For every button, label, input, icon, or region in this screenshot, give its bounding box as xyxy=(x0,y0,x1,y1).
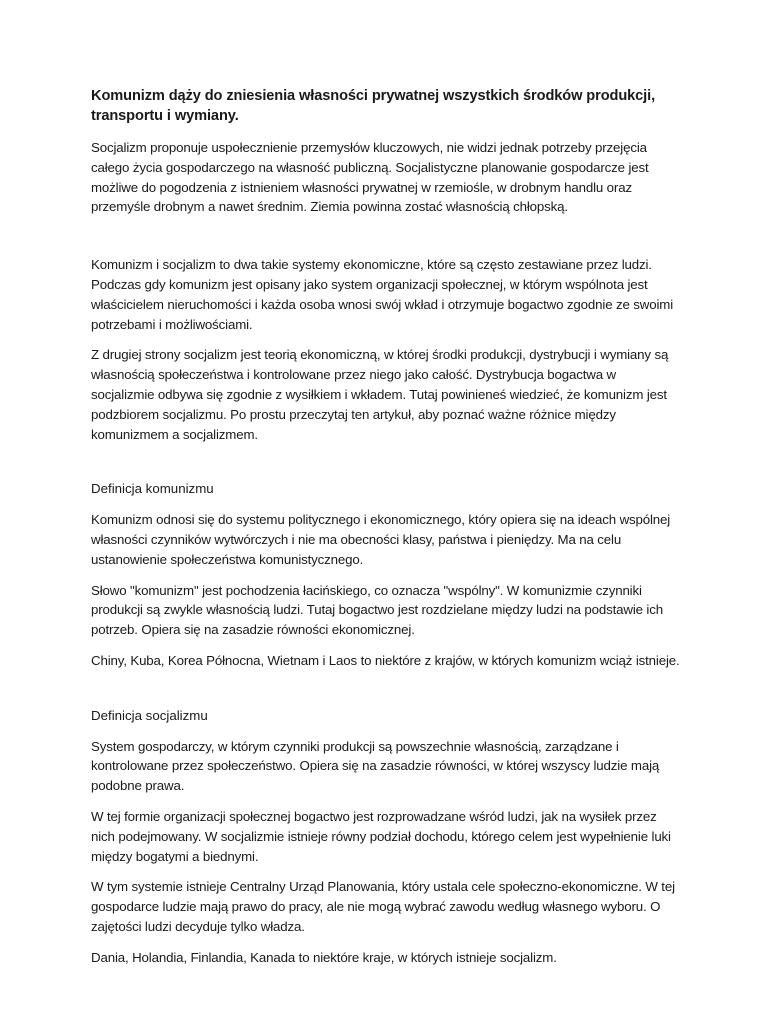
spacer xyxy=(91,455,681,479)
communism-heading: Definicja komunizmu xyxy=(91,481,214,497)
communism-paragraph: Słowo "komunizm" jest pochodzenia łacińskiego, co oznacza "wspólny". W komunizmie czynniki produkcji są zwykle własnością ludzi. Tutaj bogactwo jest rozdzielane między ludzi na podstawie ich potrzeb. Opiera się na zasadzie równości ekonomicznej. xyxy=(91,582,663,638)
communism-paragraph: Chiny, Kuba, Korea Północna, Wietnam i Laos to niektóre z krajów, w których komunizm wciąż istnieje. xyxy=(91,652,680,668)
socialism-paragraph: Dania, Holandia, Finlandia, Kanada to niektóre kraje, w których istnieje socjalizm. xyxy=(91,949,557,965)
intro-paragraph: Socjalizm proponuje uspołecznienie przemysłów kluczowych, nie widzi jednak potrzeby przejęcia całego życia gospodarczego na własność publiczną. Socjalistyczne planowanie gospodarcze jest możliwe do pogodzenia z istnieniem własności prywatnej w rzemiośle, w drobnym handlu oraz przemyśle drobnym a nawet średnim. Ziemia powinna zostać własnością chłopską. xyxy=(91,140,649,215)
spacer xyxy=(91,682,681,706)
communism-paragraph: Komunizm odnosi się do systemu politycznego i ekonomicznego, który opiera się na ideach wspólnej własności czynników wytwórczych i nie ma obecności klasy, państwa i pieniędzy. Ma na celu ustanowienie społeczeństwa komunistycznego. xyxy=(91,512,671,567)
document-title: Komunizm dąży do zniesienia własności prywatnej wszystkich środków produkcji, transportu i wymiany. xyxy=(91,88,656,124)
document-page xyxy=(91,86,681,979)
socialism-paragraph: W tym systemie istnieje Centralny Urząd Planowania, który ustala cele społeczno-ekonomiczne. W tej gospodarce ludzie mają prawo do pracy, ale nie mogą wybrać zawodu według własnego wyboru. O zajętości ludzi decyduje tylko władza. xyxy=(91,879,675,934)
socialism-heading: Definicja socjalizmu xyxy=(91,707,208,723)
spacer xyxy=(91,228,681,255)
overview-paragraph: Z drugiej strony socjalizm jest teorią ekonomiczną, w której środki produkcji, dystrybucji i wymiany są własnością społeczeństwa i kontrolowane przez niego jako całość. Dystrybucja bogactwa w socjalizmie odbywa się zgodnie z wysiłkiem i wkładem. Tutaj powinieneś wiedzieć, że komunizm jest podzbiorem socjalizmu. Po prostu przeczytaj ten artykuł, aby poznać ważne różnice między komunizmem a socjalizmem. xyxy=(91,347,669,442)
overview-paragraph: Komunizm i socjalizm to dwa takie systemy ekonomiczne, które są często zestawiane przez ludzi. Podczas gdy komunizm jest opisany jako system organizacji społecznej, w którym wspólnota jest właścicielem nieruchomości i każda osoba wnosi swój wkład i otrzymuje bogactwo zgodnie ze swoimi potrzebami i możliwościami. xyxy=(91,257,673,332)
socialism-paragraph: System gospodarczy, w którym czynniki produkcji są powszechnie własnością, zarządzane i kontrolowane przez społeczeństwo. Opiera się na zasadzie równości, w której wszyscy ludzie mają podobne prawa. xyxy=(91,738,660,794)
socialism-paragraph: W tej formie organizacji społecznej bogactwo jest rozprowadzane wśród ludzi, jak na wysiłek przez nich podejmowany. W socjalizmie istnieje równy podział dochodu, którego celem jest wypełnienie luki między bogatymi a biednymi. xyxy=(91,808,671,864)
